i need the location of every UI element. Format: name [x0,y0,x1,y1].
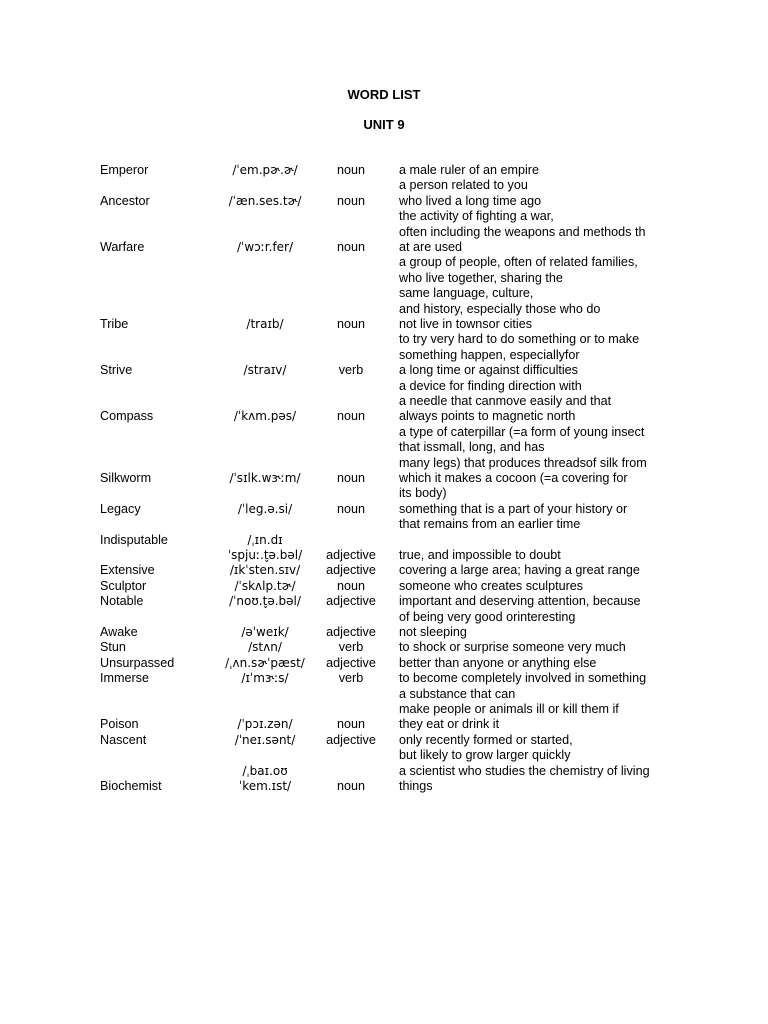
part-of-speech-cell: noun [336,163,366,177]
word-cell: Compass [100,409,154,424]
definition-cell: many legs) that produces threadsof silk from [399,455,647,470]
word-cell: Nascent [100,732,147,747]
part-of-speech-cell: verb [338,671,364,686]
pronunciation-cell: /traɪb/ [246,317,284,331]
part-of-speech-cell: noun [336,717,366,732]
pronunciation-cell: /ˈnoʊ.t̬ə.bəl/ [229,594,301,609]
pronunciation-cell: /ˌbaɪ.oʊ [242,763,288,778]
definition-cell: a long time or against difficulties [399,363,578,378]
part-of-speech-cell: adjective [326,625,376,639]
definition-cell: not sleeping [399,625,467,639]
word-cell: Silkworm [100,471,152,485]
definition-cell: a type of caterpillar (=a form of young insect [399,424,645,439]
definition-cell: who live together, sharing the [399,270,563,285]
part-of-speech-cell: adjective [326,655,376,670]
part-of-speech-cell: adjective [326,732,376,747]
word-cell: Indisputable [100,532,168,547]
part-of-speech-cell: adjective [326,594,376,609]
word-cell: Extensive [100,563,155,578]
part-of-speech-cell: noun [336,471,366,485]
pronunciation-cell: ˈspjuː.t̬ə.bəl/ [227,548,303,562]
word-cell: Ancestor [100,193,150,208]
definition-cell: they eat or drink it [399,717,500,732]
part-of-speech-cell: noun [336,193,366,208]
definition-cell: who lived a long time ago [399,193,542,208]
definition-cell: important and deserving attention, because [399,594,641,609]
definition-cell: at are used [399,240,463,254]
pronunciation-cell: /ˈpɔɪ.zən/ [237,717,293,732]
pronunciation-cell: /ˈwɔːr.fer/ [236,240,294,254]
pronunciation-cell: /ˌʌn.sɚˈpæst/ [225,655,305,670]
word-cell: Poison [100,717,139,732]
definition-cell: of being very good orinteresting [399,609,576,624]
word-cell: Warfare [100,240,145,254]
part-of-speech-cell: adjective [326,563,376,578]
unit-heading: UNIT 9 [363,117,405,132]
definition-cell: a needle that canmove easily and that [399,394,612,408]
definition-cell: only recently formed or started, [399,732,573,747]
word-cell: Notable [100,594,144,609]
definition-cell: often including the weapons and methods th [399,224,646,239]
part-of-speech-cell: noun [336,779,366,793]
pronunciation-cell: /ɪkˈsten.sɪv/ [229,563,301,578]
definition-cell: not live in townsor cities [399,317,532,331]
word-cell: Immerse [100,671,149,686]
definition-cell: its body) [399,486,447,501]
word-cell: Legacy [100,501,141,516]
definition-cell: a substance that can [399,686,516,701]
word-cell: Tribe [100,317,129,331]
part-of-speech-cell: noun [336,409,366,424]
pronunciation-cell: ˈkem.ɪst/ [238,779,292,793]
word-cell: Awake [100,625,138,639]
definition-cell: something that is a part of your history or [399,501,628,516]
part-of-speech-cell: noun [336,501,366,516]
definition-cell: things [399,779,433,793]
definition-cell: a male ruler of an empire [399,163,539,177]
definition-cell: someone who creates sculptures [399,578,584,593]
pronunciation-cell: /ɪˈmɝːs/ [241,671,289,686]
definition-cell: better than anyone or anything else [399,655,597,670]
definition-cell: always points to magnetic north [399,409,576,424]
definition-cell: that remains from an earlier time [399,517,581,532]
definition-cell: same language, culture, [399,286,534,301]
part-of-speech-cell: verb [338,640,364,655]
word-cell: Biochemist [100,779,162,793]
definition-cell: a group of people, often of related families, [399,255,638,270]
pronunciation-cell: /əˈweɪk/ [241,625,289,639]
word-cell: Strive [100,363,133,378]
definition-cell: to become completely involved in something [399,671,647,686]
word-cell: Stun [100,640,126,655]
definition-cell: but likely to grow larger quickly [399,748,571,763]
pronunciation-cell: /ˌɪn.dɪ [247,532,283,547]
part-of-speech-cell: noun [336,240,366,254]
page-title: WORD LIST [347,87,421,102]
definition-cell: a person related to you [399,178,528,193]
definition-cell: make people or animals ill or kill them if [399,702,619,716]
definition-cell: covering a large area; having a great range [399,563,640,578]
part-of-speech-cell: verb [338,363,364,378]
pronunciation-cell: /ˈleg.ə.si/ [237,501,293,516]
definition-cell: a scientist who studies the chemistry of living [399,763,650,778]
pronunciation-cell: /ˈskʌlp.tɚ/ [234,578,296,593]
word-cell: Unsurpassed [100,655,175,670]
definition-cell: which it makes a cocoon (=a covering for [399,471,628,485]
definition-cell: a device for finding direction with [399,378,582,393]
definition-cell: true, and impossible to doubt [399,548,561,562]
definition-cell: to try very hard to do something or to make [399,332,640,347]
pronunciation-cell: /ˈsɪlk.wɝːm/ [229,471,301,485]
part-of-speech-cell: adjective [326,548,376,562]
definition-cell: something happen, especiallyfor [399,347,580,362]
definition-cell: that issmall, long, and has [399,440,545,455]
pronunciation-cell: /ˈæn.ses.tɚ/ [228,193,302,208]
pronunciation-cell: /ˈem.pɚ.ɚ/ [232,163,298,177]
pronunciation-cell: /ˈkʌm.pəs/ [233,409,297,424]
pronunciation-cell: /straɪv/ [243,363,287,378]
definition-cell: the activity of fighting a war, [399,209,554,224]
pronunciation-cell: /stʌn/ [248,640,282,655]
part-of-speech-cell: noun [336,317,366,331]
part-of-speech-cell: noun [336,578,366,593]
word-cell: Emperor [100,163,149,177]
definition-cell: and history, especially those who do [399,301,601,316]
definition-cell: to shock or surprise someone very much [399,640,626,655]
pronunciation-cell: /ˈneɪ.sənt/ [234,732,296,747]
word-cell: Sculptor [100,578,147,593]
